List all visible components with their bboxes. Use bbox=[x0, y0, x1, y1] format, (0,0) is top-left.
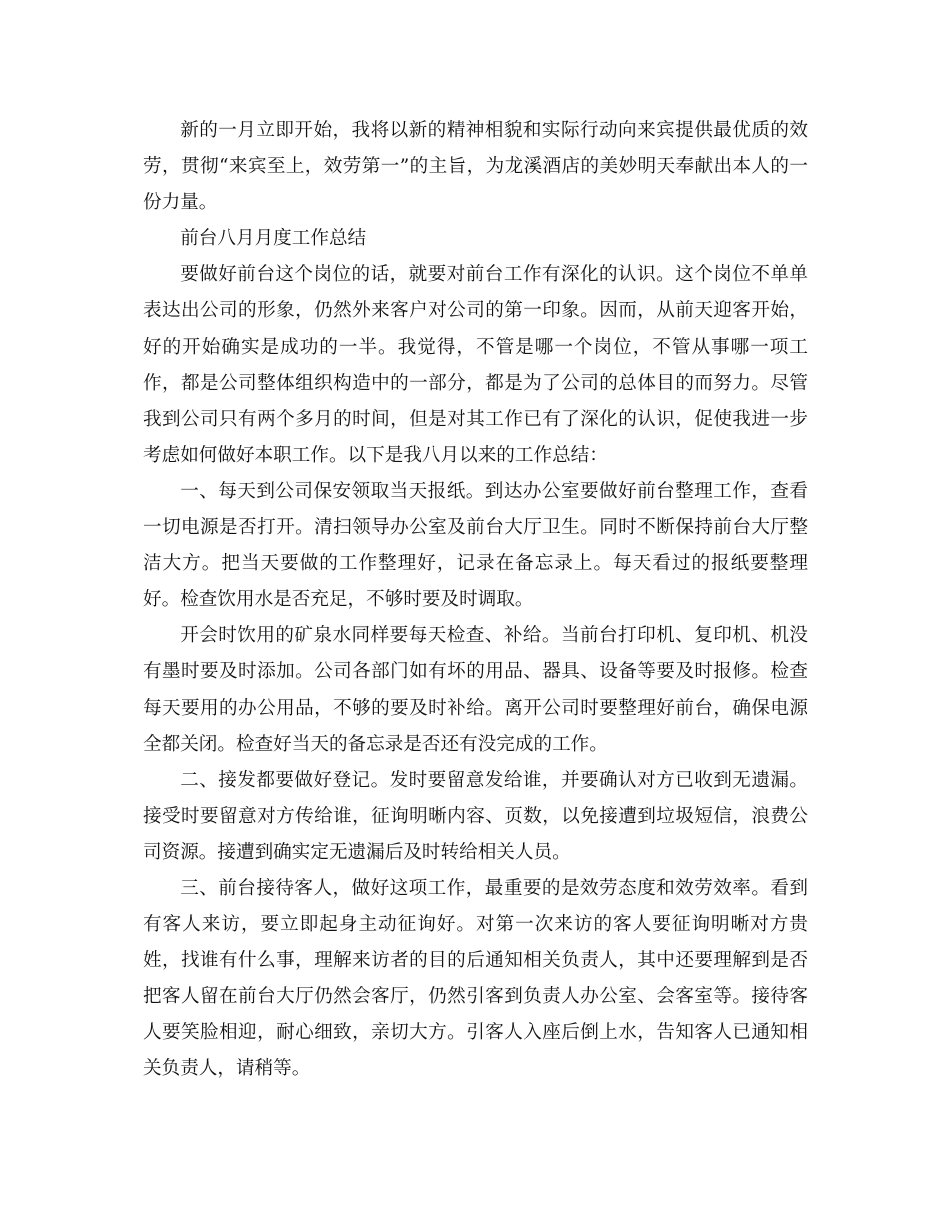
paragraph-overview: 要做好前台这个岗位的话，就要对前台工作有深化的认识。这个岗位不单单表达出公司的形象，仍然外来客户对公司的第一印象。因而，从前天迎客开始，好的开始确实是成功的一半。我觉得，不管是哪一个岗位，不管从事哪一项工作，都是公司整体组织构造中的一部分，都是为了公司的总体目的而努力。尽管我到公司只有两个多月的时间，但是对其工作已有了深化的认识，促使我进一步考虑如何做好本职工作。以下是我八月以来的工作总结： bbox=[143, 264, 808, 466]
document-body bbox=[143, 113, 808, 1088]
paragraph-item-1: 一、每天到公司保安领取当天报纸。到达办公室要做好前台整理工作，查看一切电源是否打开。清扫领导办公室及前台大厅卫生。同时不断保持前台大厅整洁大方。把当天要做的工作整理好，记录在备忘录上。每天看过的报纸要整理好。检查饮用水是否充足，不够时要及时调取。 bbox=[143, 480, 808, 611]
paragraph-intro: 新的一月立即开始，我将以新的精神相貌和实际行动向来宾提供最优质的效劳，贯彻“来宾至上，效劳第一”的主旨，为龙溪酒店的美妙明天奉献出本人的一份力量。 bbox=[143, 120, 808, 214]
paragraph-item-1-continued: 开会时饮用的矿泉水同样要每天检查、补给。当前台打印机、复印机、机没有墨时要及时添加。公司各部门如有坏的用品、器具、设备等要及时报修。检查每天要用的办公用品，不够的要及时补给。离开公司时要整理好前台，确保电源全都关闭。检查好当天的备忘录是否还有没完成的工作。 bbox=[143, 625, 808, 755]
paragraph-item-3: 三、前台接待客人，做好这项工作，最重要的是效劳态度和效劳效率。看到有客人来访，要立即起身主动征询好。对第一次来访的客人要征询明晰对方贵姓，找谁有什么事，理解来访者的目的后通知相关负责人，其中还要理解到是否把客人留在前台大厅仍然会客厅，仍然引客到负责人办公室、会客室等。接待客人要笑脸相迎，耐心细致，亲切大方。引客人入座后倒上水，告知客人已通知相关负责人，请稍等。 bbox=[143, 877, 808, 1080]
section-heading: 前台八月月度工作总结 bbox=[180, 228, 367, 250]
paragraph-item-2: 二、接发都要做好登记。发时要留意发给谁，并要确认对方已收到无遗漏。接受时要留意对方传给谁，征询明晰内容、页数，以免接遭到垃圾短信，浪费公司资源。接遭到确实定无遗漏后及时转给相关人员。 bbox=[143, 769, 808, 863]
